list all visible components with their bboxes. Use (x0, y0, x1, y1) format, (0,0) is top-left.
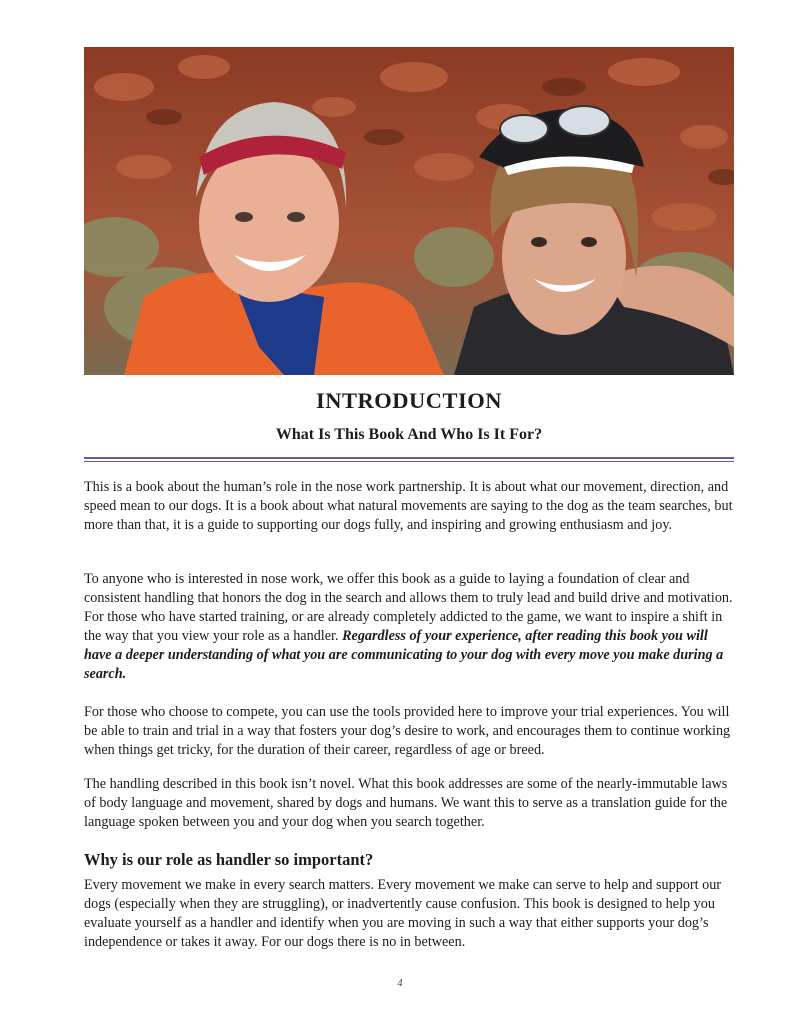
paragraph-2 (84, 570, 736, 684)
paragraph-5: Every movement we make in every search matters. Every movement we make can serve to help and support our dogs (especially when they are struggling), or inadvertently cause confusion. This book is designed to help you evaluate yourself as a handler and identify when you are moving in such a way that either supports your dog’s independence or takes it away. For our dogs there is no in between. (84, 877, 722, 950)
chapter-subtitle: What Is This Book And Who Is It For? (275, 426, 543, 443)
divider-line-thin (84, 461, 734, 462)
divider-line (84, 457, 734, 459)
page-number: 4 (397, 978, 403, 989)
paragraph-1: This is a book about the human’s role in the nose work partnership. It is about what our movement, direction, and speed mean to our dogs. It is a book about what natural movements are saying to the dog as the team searches, but more than that, it is a guide to supporting our dogs fully, and inspiring and growing enthusiasm and joy. (84, 479, 733, 533)
section-subheading: Why is our role as handler so important? (84, 850, 374, 869)
chapter-title: INTRODUCTION (315, 388, 503, 413)
paragraph-2-text: To anyone who is interested in nose work, we offer this book as a guide to laying a foundation of clear and consistent handling that honors the dog in the search and allows them to truly lead and build drive and motivation. For those who have started training, or are already completely addicted to the game, we want to inspire a shift in the way that you view your role as a handler. (84, 571, 733, 644)
paragraph-2-emphasis: Regardless of your experience, after reading this book you will have a deeper understanding of what you are communicating to your dog with every move you make during a search. (84, 628, 724, 682)
paragraph-3: For those who choose to compete, you can use the tools provided here to improve your trial experiences. You will be able to train and trial in a way that fosters your dog’s desire to work, and encourages them to continue working when things get tricky, for the duration of their career, regardless of age or breed. (84, 704, 731, 758)
two-women-smiling-photo (84, 47, 734, 375)
paragraph-4: The handling described in this book isn’t novel. What this book addresses are some of the nearly-immutable laws of body language and movement, shared by dogs and humans. We want this to serve as a translation guide for the language spoken between you and your dog when you search together. (84, 776, 728, 830)
